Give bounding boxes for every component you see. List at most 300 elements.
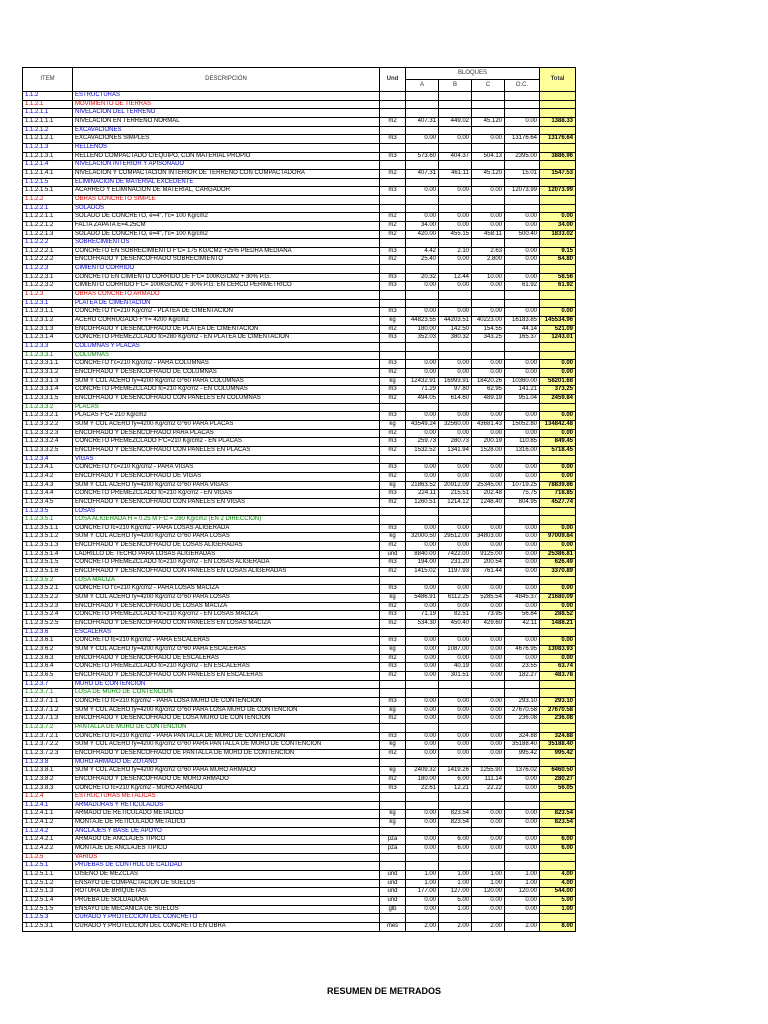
row-block-oc	[505, 204, 540, 213]
row-unit: m3	[380, 308, 406, 317]
row-code: 1.1.2.3.7.1.1	[23, 697, 73, 706]
table-row	[23, 394, 576, 403]
row-block-a	[406, 914, 439, 923]
row-description: ENCOFRADO Y DESENCOFRADO DE ESCALERAS	[73, 654, 380, 663]
row-unit: m2	[380, 498, 406, 507]
row-code: 1.1.2.3.4.1	[23, 464, 73, 473]
row-code: 1.1.2.3.3.1.2	[23, 369, 73, 378]
row-description: ARMADO DE RETICULADO METALICO	[73, 810, 380, 819]
row-block-b	[439, 914, 472, 923]
row-description: PLATEA DE CIMENTACION	[73, 299, 380, 308]
row-description: LADRILLO DE TECHO PARA LOSAS ALIGERADAS	[73, 550, 380, 559]
row-block-oc	[505, 827, 540, 836]
row-unit: m3	[380, 438, 406, 447]
row-total	[540, 576, 576, 585]
row-block-a: 194.00	[406, 559, 439, 568]
row-block-oc: 75.75	[505, 490, 540, 499]
row-unit: m2	[380, 213, 406, 222]
row-unit	[380, 204, 406, 213]
row-description: CONCRETO PREMEZCLADO fc=210 Kg/cm2 - EN COLUMNAS	[73, 386, 380, 395]
row-block-c	[472, 680, 505, 689]
row-block-b: 127.00	[439, 888, 472, 897]
row-total: 64.80	[540, 256, 576, 265]
table-row	[23, 602, 576, 611]
row-total: 373.25	[540, 386, 576, 395]
row-description: CONCRETO f'c=210 Kg/cm2 - PARA VIGAS	[73, 464, 380, 473]
row-unit: kg	[380, 317, 406, 326]
row-total: 280.27	[540, 775, 576, 784]
row-block-a	[406, 801, 439, 810]
row-code: 1.1.2.3.7.2	[23, 723, 73, 732]
row-block-c: 1255.90	[472, 767, 505, 776]
row-block-b	[439, 343, 472, 352]
row-code: 1.1.2.1	[23, 100, 73, 109]
row-block-c	[472, 265, 505, 274]
row-block-b: 0.00	[439, 741, 472, 750]
row-block-c: 0.00	[472, 741, 505, 750]
row-description: SOLADOS	[73, 204, 380, 213]
row-block-b: 461.11	[439, 169, 472, 178]
table-row	[23, 845, 576, 854]
row-block-b: 29512.00	[439, 533, 472, 542]
metrados-table	[22, 67, 576, 932]
row-code: 1.1.2.3.6.1	[23, 637, 73, 646]
table-row	[23, 256, 576, 265]
row-block-c: 120.00	[472, 888, 505, 897]
row-block-c: 0.00	[472, 602, 505, 611]
row-description: SOBRECIMIENTOS	[73, 239, 380, 248]
table-body	[23, 92, 576, 932]
row-total	[540, 291, 576, 300]
section-row	[23, 343, 576, 352]
row-block-c: 0.00	[472, 637, 505, 646]
row-total: 13083.93	[540, 646, 576, 655]
table-row	[23, 221, 576, 230]
row-unit	[380, 161, 406, 170]
row-description: PLACAS	[73, 403, 380, 412]
row-description: SUM Y COL ACERO fy=4200 Kg/cm2 G°60 PARA ESCALERAS	[73, 646, 380, 655]
row-total: 5718.45	[540, 446, 576, 455]
row-block-oc: 4845.37	[505, 594, 540, 603]
row-block-a: 0.00	[406, 637, 439, 646]
table-row	[23, 749, 576, 758]
row-block-b	[439, 628, 472, 637]
table-row	[23, 671, 576, 680]
row-unit: m2	[380, 654, 406, 663]
row-code: 1.1.2	[23, 92, 73, 101]
row-unit: kg	[380, 810, 406, 819]
row-block-c: 73.95	[472, 611, 505, 620]
row-code: 1.1.2.3.5.1.3	[23, 542, 73, 551]
row-block-oc: 16183.85	[505, 317, 540, 326]
row-code: 1.1.2.5.1.2	[23, 879, 73, 888]
row-unit: m3	[380, 247, 406, 256]
table-row	[23, 836, 576, 845]
row-block-b: 280.73	[439, 438, 472, 447]
row-code: 1.1.2.3	[23, 291, 73, 300]
row-block-c: 0.00	[472, 360, 505, 369]
row-unit: m2	[380, 325, 406, 334]
row-block-c: 0.00	[472, 221, 505, 230]
table-row	[23, 438, 576, 447]
row-description: PANTALLA DE MURO DE CONTENCIÓN	[73, 723, 380, 732]
row-block-b: 82.51	[439, 611, 472, 620]
row-code: 1.1.2.3.4.4	[23, 490, 73, 499]
row-block-a: 180.00	[406, 325, 439, 334]
row-block-b: 823.54	[439, 819, 472, 828]
row-block-a	[406, 92, 439, 101]
row-block-c: 5285.54	[472, 594, 505, 603]
table-row	[23, 386, 576, 395]
row-total: 0.00	[540, 472, 576, 481]
row-block-a	[406, 109, 439, 118]
row-block-c: 0.00	[472, 897, 505, 906]
row-unit: kg	[380, 819, 406, 828]
row-block-b: 1214.12	[439, 498, 472, 507]
row-description: PLACAS F'C= 210 Kg/cm2	[73, 412, 380, 421]
row-description: EXCAVACIONES SIMPLES	[73, 135, 380, 144]
row-block-b: 0.00	[439, 654, 472, 663]
row-block-oc: 951.04	[505, 394, 540, 403]
row-block-a	[406, 351, 439, 360]
row-total: 6460.50	[540, 767, 576, 776]
row-description: CONCRETO PREMEZCLADO fc=210 Kg/cm2 - EN ESCALERAS	[73, 663, 380, 672]
row-unit: m2	[380, 446, 406, 455]
row-block-b: 0.00	[439, 369, 472, 378]
row-block-a: 407.31	[406, 169, 439, 178]
row-description: ENCOFRADO Y DESENCOFRADO DE PLATEA DE CIMENTACION	[73, 325, 380, 334]
row-description: CONCRETO PREMEZCLADO fc=210 Kg/cm2 - EN LOSAS MACIZA	[73, 611, 380, 620]
table-row	[23, 412, 576, 421]
row-block-c: 2.63	[472, 247, 505, 256]
row-block-c: 0.00	[472, 749, 505, 758]
row-unit: m3	[380, 732, 406, 741]
row-unit: m3	[380, 784, 406, 793]
row-block-c: 0.00	[472, 542, 505, 551]
row-block-oc	[505, 92, 540, 101]
row-total: 849.45	[540, 438, 576, 447]
row-block-oc: 0.00	[505, 654, 540, 663]
row-code: 1.1.2.3.1	[23, 299, 73, 308]
row-description: NIVELACION Y COMPACTACION INTERIOR DE TERRENO CON COMPACTADORA	[73, 169, 380, 178]
section-row	[23, 195, 576, 204]
row-block-oc	[505, 195, 540, 204]
row-block-b: 0.00	[439, 706, 472, 715]
row-block-a	[406, 455, 439, 464]
row-block-a	[406, 265, 439, 274]
section-row	[23, 507, 576, 516]
row-unit	[380, 100, 406, 109]
row-unit: kg	[380, 420, 406, 429]
row-block-c	[472, 853, 505, 862]
section-row	[23, 291, 576, 300]
row-block-a: 0.00	[406, 749, 439, 758]
row-block-c: 761.44	[472, 568, 505, 577]
row-block-oc: 0.00	[505, 585, 540, 594]
row-description: ESCALERAS	[73, 628, 380, 637]
row-total: 134842.48	[540, 420, 576, 429]
row-block-oc	[505, 689, 540, 698]
row-block-a	[406, 516, 439, 525]
row-description: CONCRETO fc=210 Kg/cm2 - PARA ESCALERAS	[73, 637, 380, 646]
table-row	[23, 464, 576, 473]
row-code: 1.1.2.5.1.3	[23, 888, 73, 897]
row-block-b	[439, 723, 472, 732]
row-unit: und	[380, 897, 406, 906]
row-total	[540, 516, 576, 525]
row-block-c	[472, 827, 505, 836]
row-unit	[380, 680, 406, 689]
row-block-b	[439, 801, 472, 810]
row-block-a	[406, 343, 439, 352]
row-code: 1.1.2.3.7.1.3	[23, 715, 73, 724]
row-code: 1.1.2.2.2.1	[23, 247, 73, 256]
row-total: 58.56	[540, 273, 576, 282]
row-block-b: 614.60	[439, 394, 472, 403]
row-block-c: 2.00	[472, 923, 505, 932]
row-block-b: 2.00	[439, 923, 472, 932]
table-row	[23, 871, 576, 880]
row-block-a: 0.00	[406, 810, 439, 819]
row-description: SUM Y COL ACERO fy=4200 Kg/cm2 G°60 PARA MURO ARMADO	[73, 767, 380, 776]
row-block-b	[439, 576, 472, 585]
table-row	[23, 360, 576, 369]
row-block-oc	[505, 291, 540, 300]
table-row	[23, 169, 576, 178]
row-code: 1.1.2.4.2.2	[23, 845, 73, 854]
row-code: 1.1.2.3.1.2	[23, 317, 73, 326]
section-row	[23, 576, 576, 585]
row-block-oc: 0.00	[505, 308, 540, 317]
table-row	[23, 230, 576, 239]
row-block-c: 0.00	[472, 654, 505, 663]
row-unit	[380, 343, 406, 352]
row-block-b	[439, 100, 472, 109]
row-block-a: 4.42	[406, 247, 439, 256]
row-block-b	[439, 351, 472, 360]
row-block-b: 12.21	[439, 784, 472, 793]
row-code: 1.1.2.2	[23, 195, 73, 204]
row-block-c: 458.11	[472, 230, 505, 239]
section-row	[23, 628, 576, 637]
row-block-b	[439, 793, 472, 802]
table-row	[23, 905, 576, 914]
row-unit: m2	[380, 256, 406, 265]
row-unit	[380, 758, 406, 767]
table-row	[23, 741, 576, 750]
row-block-oc	[505, 126, 540, 135]
row-block-a	[406, 862, 439, 871]
row-unit: m3	[380, 152, 406, 161]
row-description: ENCOFRADO Y DESENCOFRADO CON PANELES EN PLACAS	[73, 446, 380, 455]
row-block-b	[439, 758, 472, 767]
section-row	[23, 109, 576, 118]
row-block-b: 7422.00	[439, 550, 472, 559]
row-total: 0.00	[540, 308, 576, 317]
row-block-b: 0.00	[439, 715, 472, 724]
row-total: 145534.96	[540, 317, 576, 326]
row-total: 0.00	[540, 369, 576, 378]
row-description: SUM Y COL ACERO fy=4200 Kg/cm2 G°60 PARA LOSAS	[73, 594, 380, 603]
row-block-c: 489.19	[472, 394, 505, 403]
table-row	[23, 888, 576, 897]
row-block-a	[406, 195, 439, 204]
row-total: 0.00	[540, 637, 576, 646]
row-block-b	[439, 265, 472, 274]
row-code: 1.1.2.3.5.2.5	[23, 620, 73, 629]
row-unit	[380, 628, 406, 637]
row-block-b	[439, 143, 472, 152]
row-block-a	[406, 680, 439, 689]
row-total: 0.00	[540, 524, 576, 533]
row-block-a	[406, 689, 439, 698]
row-block-b: 142.50	[439, 325, 472, 334]
table-row	[23, 533, 576, 542]
table-row	[23, 135, 576, 144]
row-total: 0.00	[540, 654, 576, 663]
row-block-c: 0.00	[472, 663, 505, 672]
row-block-c: 0.00	[472, 472, 505, 481]
row-block-oc: 500.40	[505, 230, 540, 239]
row-block-c	[472, 689, 505, 698]
row-block-oc: 35188.40	[505, 741, 540, 750]
table-row	[23, 879, 576, 888]
row-code: 1.1.2.3.3.2.1	[23, 412, 73, 421]
row-block-a	[406, 576, 439, 585]
row-block-a: 32000.50	[406, 533, 439, 542]
row-unit	[380, 853, 406, 862]
section-row	[23, 758, 576, 767]
row-total: 97009.84	[540, 533, 576, 542]
row-block-c: 18420.26	[472, 377, 505, 386]
section-row	[23, 793, 576, 802]
row-block-oc: 61.92	[505, 282, 540, 291]
row-description: VIGAS	[73, 455, 380, 464]
row-block-c	[472, 914, 505, 923]
table-row	[23, 585, 576, 594]
row-block-a	[406, 161, 439, 170]
row-block-c: 504.13	[472, 152, 505, 161]
row-code: 1.1.2.3.4.5	[23, 498, 73, 507]
row-block-b: 0.00	[439, 637, 472, 646]
row-block-a: 0.00	[406, 671, 439, 680]
row-block-b: 1419.26	[439, 767, 472, 776]
table-row	[23, 446, 576, 455]
row-unit: m2	[380, 230, 406, 239]
row-description: COLUMNAS Y PLACAS	[73, 343, 380, 352]
row-block-a: 0.00	[406, 472, 439, 481]
row-total: 0.00	[540, 602, 576, 611]
row-block-c: 0.00	[472, 810, 505, 819]
row-block-c: 0.00	[472, 905, 505, 914]
row-block-b: 215.51	[439, 490, 472, 499]
row-description: NIVELACION DEL TERRENO	[73, 109, 380, 118]
row-block-b: 0.00	[439, 697, 472, 706]
row-block-c	[472, 299, 505, 308]
row-unit	[380, 914, 406, 923]
row-description: OBRAS CONCRETO SIMPLE	[73, 195, 380, 204]
row-description: ENCOFRADO Y DESENCOFRADO CON PANELES EN VIGAS	[73, 498, 380, 507]
row-block-c: 0.00	[472, 646, 505, 655]
row-block-oc: 182.27	[505, 671, 540, 680]
row-block-a: 534.30	[406, 620, 439, 629]
row-block-oc: 12073.99	[505, 187, 540, 196]
row-code: 1.1.2.1.4	[23, 161, 73, 170]
row-description: PRUEBA DE SOLDADURA	[73, 897, 380, 906]
row-description: CONCRETO EN CIMIENTO CORRIDO DE F'C= 100KG/CM2 + 30% P.G.	[73, 273, 380, 282]
row-unit: m3	[380, 273, 406, 282]
row-block-c: 0.00	[472, 819, 505, 828]
row-unit: kg	[380, 594, 406, 603]
row-block-c: 0.00	[472, 412, 505, 421]
row-total	[540, 507, 576, 516]
row-total	[540, 126, 576, 135]
row-block-a: 0.00	[406, 706, 439, 715]
row-block-c: 0.00	[472, 845, 505, 854]
row-block-a: 20.32	[406, 273, 439, 282]
row-block-c	[472, 723, 505, 732]
row-code: 1.1.2.3.3.1.5	[23, 394, 73, 403]
row-total	[540, 793, 576, 802]
row-block-oc: 0.00	[505, 464, 540, 473]
row-block-a: 71.29	[406, 386, 439, 395]
row-code: 1.1.2.3.5.1.5	[23, 559, 73, 568]
row-block-c	[472, 516, 505, 525]
row-block-oc: 0.00	[505, 369, 540, 378]
row-block-oc	[505, 299, 540, 308]
row-block-a: 0.00	[406, 412, 439, 421]
row-code: 1.1.2.3.1.1	[23, 308, 73, 317]
row-code: 1.1.2.3.6.5	[23, 671, 73, 680]
row-block-c	[472, 100, 505, 109]
row-total: 34.00	[540, 221, 576, 230]
row-block-oc: 15.01	[505, 169, 540, 178]
row-total	[540, 195, 576, 204]
row-unit	[380, 92, 406, 101]
row-block-b	[439, 862, 472, 871]
row-block-b: 0.00	[439, 464, 472, 473]
row-unit	[380, 126, 406, 135]
row-block-a: 0.00	[406, 464, 439, 473]
row-block-a: 43549.24	[406, 420, 439, 429]
row-block-oc: 0.00	[505, 117, 540, 126]
section-row	[23, 862, 576, 871]
row-unit: und	[380, 879, 406, 888]
row-block-c: 0.00	[472, 282, 505, 291]
row-block-b	[439, 689, 472, 698]
row-block-oc: 2.00	[505, 923, 540, 932]
table-row	[23, 498, 576, 507]
row-block-c: 2.800	[472, 256, 505, 265]
row-block-c: 62.95	[472, 386, 505, 395]
row-block-oc: 1376.02	[505, 767, 540, 776]
table-row	[23, 213, 576, 222]
row-total: 35188.40	[540, 741, 576, 750]
row-description: PRUEBAS DE CONTROL DE CALIDAD	[73, 862, 380, 871]
row-code: 1.1.2.1.2.1	[23, 135, 73, 144]
row-description: ARMADURAS Y RETICULADOS	[73, 801, 380, 810]
row-block-b: 6.00	[439, 845, 472, 854]
row-unit	[380, 507, 406, 516]
row-block-oc: 0.00	[505, 637, 540, 646]
section-row	[23, 178, 576, 187]
row-code: 1.1.2.3.5.1.4	[23, 550, 73, 559]
row-unit: m3	[380, 412, 406, 421]
table-row	[23, 369, 576, 378]
row-block-c: 0.00	[472, 732, 505, 741]
row-code: 1.1.2.3.3.1	[23, 351, 73, 360]
row-block-oc: 23.55	[505, 663, 540, 672]
